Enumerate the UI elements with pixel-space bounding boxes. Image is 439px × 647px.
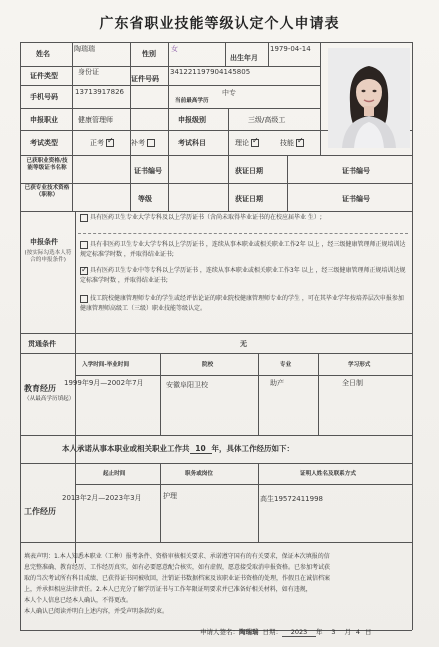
label-id-type: 证件类型 [30, 72, 58, 80]
value-penetration[interactable]: 无 [240, 340, 247, 348]
work-row-position[interactable]: 护理 [163, 492, 177, 500]
year-unit: 年 [316, 628, 323, 636]
condition-4-checkbox[interactable] [80, 295, 88, 303]
condition-2-checkbox[interactable] [80, 241, 88, 249]
value-phone[interactable]: 13713917826 [75, 88, 124, 96]
option-exam-supplement[interactable] [131, 139, 155, 147]
subject-skill-label: 技能 [280, 139, 294, 147]
label-conditions: 申报条件 [30, 238, 58, 246]
label-existing-cert: 已获职业资格/技能等级证书名称 [26, 158, 68, 171]
work-row-witness[interactable]: 高生19572411998 [260, 495, 323, 503]
value-education[interactable]: 中专 [222, 89, 236, 97]
declaration-line: 填表声明：1.本人知悉本职业（工种）报考条件、资格审核相关要求、承诺遵守国有的有关要求，保证本次填报的信 [24, 553, 330, 560]
declaration-line: 本人个人信息已经本人确认，不得更改。 [24, 597, 133, 604]
condition-1-checkbox[interactable] [80, 214, 88, 222]
signature-line [200, 628, 372, 637]
month-unit: 月 [344, 628, 351, 636]
label-level: 等级 [138, 195, 152, 203]
condition-1[interactable] [80, 213, 406, 223]
label-cert-no-3: 证书编号 [342, 195, 370, 203]
sign-year[interactable]: 2023 [282, 628, 316, 637]
option-subject-skill[interactable] [280, 136, 304, 147]
label-edu-history: 教育经历 [24, 384, 56, 393]
value-apply-level[interactable]: 三级/高级工 [248, 116, 286, 124]
label-edu-note: （从最高学历填起） [24, 396, 75, 402]
edu-row-time[interactable]: 1999年9月—2002年7月 [64, 379, 144, 387]
label-obtain-date-1: 获证日期 [235, 167, 263, 175]
condition-1-text: 具有医药卫生专业大学专科及以上学历证书（含尚未取得毕业证书的在校应届毕业 生）; [90, 214, 322, 221]
condition-4[interactable] [80, 294, 406, 314]
label-existing-title: 已获专业技术资格（职称） [24, 185, 70, 198]
day-unit: 日 [365, 628, 372, 636]
label-apply-level: 申报级别 [178, 116, 206, 124]
condition-3-checkbox[interactable]: ✓ [81, 264, 88, 274]
value-name[interactable]: 陶瑞瑞 [74, 45, 95, 53]
subject-skill-checkbox[interactable]: ✓ [297, 136, 304, 145]
work-row-time[interactable]: 2013年2月—2023年3月 [62, 494, 142, 502]
label-penetration: 贯通条件 [28, 340, 56, 348]
col-school: 院校 [202, 362, 214, 368]
subject-theory-label: 理论 [235, 139, 249, 147]
col-major: 专业 [280, 362, 292, 368]
form-title: 广东省职业技能等级认定个人申请表 [99, 16, 340, 32]
declaration [24, 551, 410, 617]
commitment-years[interactable]: 10 [190, 445, 212, 454]
condition-2-text: 具有非医药卫生专业大学专科以上学历证书 ，连续从事本职业或相关职业工作2年 以上 ，经三级健康管理师正规培训达规定标准学时数 ，并取得结业证书; [80, 241, 406, 258]
exam-normal-label: 正考 [90, 139, 104, 147]
col-witness: 证明人姓名及联系方式 [300, 471, 356, 477]
condition-3[interactable] [80, 266, 406, 286]
exam-normal-checkbox[interactable]: ✓ [107, 136, 114, 145]
option-subject-theory[interactable] [235, 136, 259, 147]
subject-theory-checkbox[interactable]: ✓ [252, 136, 259, 145]
commitment-prefix: 本人承诺从事本职业或相关职业工作共 [62, 444, 190, 453]
declaration-line: 息完整准确、教育经历、工作经历真实，如有必要愿意配合核实，如有虚假，愿意接受取消申报资格。已参加考试获 [24, 564, 331, 571]
commitment-suffix: 年，具体工作经历如下： [211, 444, 294, 453]
label-birth: 出生年月 [230, 54, 258, 62]
label-apply-job: 申报职业 [30, 116, 58, 124]
exam-supplement-label: 补考 [131, 139, 145, 147]
value-apply-job[interactable]: 健康管理师 [78, 116, 113, 124]
label-gender: 性别 [142, 50, 156, 58]
label-exam-type: 考试类型 [30, 139, 58, 147]
declaration-line: 取的当次考试所有科目成绩、已获得证书同被收回，注销证书数据档案及该职业证书资格的处理，作假且在诚信档案 [24, 575, 331, 582]
value-id-type[interactable]: 身份证 [78, 68, 99, 76]
portrait-image [328, 48, 410, 148]
label-obtain-date-2: 获证日期 [235, 195, 263, 203]
edu-row-major[interactable]: 助产 [270, 379, 284, 387]
condition-4-text: 技工院校健康管理师专业的学生或经评估论证的职业院校健康管理师专业的学生 ，可在其毕业学年按培养层次申报参加健康管理师高级工（三级）职业技能等级认定。 [80, 295, 404, 312]
edu-row-school[interactable]: 安徽阜阳卫校 [166, 381, 208, 389]
declaration-line: 上，并承担相应法律责任。2.本人已充分了解学历证书与工作年限证明要求并已准备好相关材料，如有违规， [24, 586, 312, 593]
signature-name[interactable]: 陶瑞瑞 [239, 628, 259, 636]
col-study-form: 学习形式 [348, 362, 371, 368]
condition-3-text: 具有医药卫生专业中等专科以上学历证书 ，连续从事本职业或相关职业工作3年 以上 ，经三级健康管理师正规培训达规定标准学时数 ，并取得结业证书; [80, 267, 406, 284]
col-work-time: 起止时间 [103, 471, 126, 477]
col-edu-time: 入学时间-毕业时间 [82, 362, 130, 368]
value-birth[interactable]: 1979-04-14 [270, 45, 311, 53]
edu-row-form[interactable]: 全日制 [342, 379, 363, 387]
signature-label: 申请人签名： [200, 628, 239, 636]
sign-month[interactable]: 3 [331, 628, 336, 636]
label-conditions-note: (按实际勾选本人符合的申报条件) [24, 250, 72, 263]
col-work-position: 职务或岗位 [185, 471, 213, 477]
condition-2[interactable] [80, 240, 406, 260]
label-exam-subject: 考试科目 [178, 139, 206, 147]
label-cert-no-2: 证书编号 [342, 167, 370, 175]
value-id-no[interactable]: 341221197904145805 [170, 68, 251, 76]
label-cert-no-1: 证书编号 [134, 167, 162, 175]
date-label: 日期： [262, 628, 282, 636]
label-education: 当前最高学历 [175, 98, 209, 104]
option-exam-normal[interactable] [90, 136, 114, 147]
exam-supplement-checkbox[interactable] [147, 139, 155, 147]
sign-day[interactable]: 4 [355, 628, 361, 636]
commitment-text [62, 445, 294, 454]
label-id-no: 证件号码 [131, 75, 159, 83]
value-gender[interactable]: 女 [171, 45, 178, 53]
label-phone: 手机号码 [30, 93, 58, 101]
label-name: 姓名 [36, 50, 50, 58]
declaration-line: 本人确认已阅读并明白上述内容，并受声明条款约束。 [24, 608, 169, 615]
label-work-history: 工作经历 [24, 507, 56, 516]
applicant-photo [328, 48, 410, 148]
